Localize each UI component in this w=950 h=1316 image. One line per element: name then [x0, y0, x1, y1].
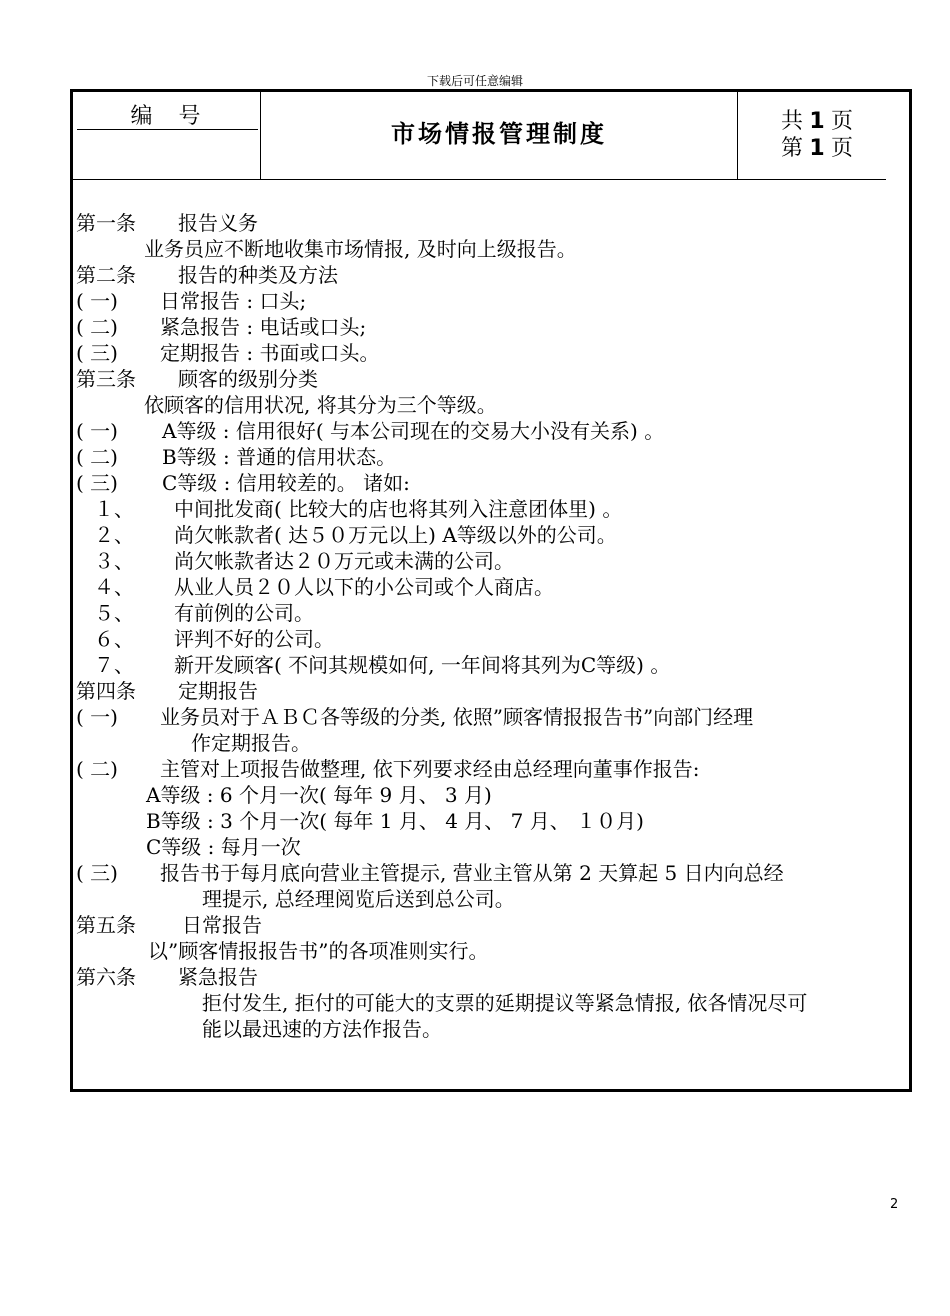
text-line: 第三条 顾客的级别分类	[76, 367, 318, 391]
text-line: 拒付发生, 拒付的可能大的支票的延期提议等紧急情报, 依各情况尽可	[202, 991, 808, 1015]
text-line: １、 中间批发商( 比较大的店也将其列入注意团体里) 。	[94, 497, 623, 521]
document-frame	[70, 89, 912, 1092]
text-line: 第二条 报告的种类及方法	[76, 263, 338, 287]
number-underline	[77, 129, 258, 130]
number-label: 编 号	[130, 104, 203, 129]
text-line: ( 一) A等级 : 信用很好( 与本公司现在的交易大小没有关系) 。	[76, 419, 665, 443]
text-line: 第四条 定期报告	[76, 679, 258, 703]
text-line: ６、 评判不好的公司。	[94, 627, 334, 651]
page-info	[781, 108, 853, 162]
text-line: ( 二) B等级 : 普通的信用状态。	[76, 445, 397, 469]
text-line: ３、 尚欠帐款者达２０万元或未满的公司。	[94, 549, 514, 573]
top-note: 下载后可任意编辑	[426, 74, 523, 88]
document-title: 市场情报管理制度	[391, 120, 607, 148]
text-line: 能以最迅速的方法作报告。	[202, 1017, 442, 1041]
text-line: 第六条 紧急报告	[76, 965, 258, 989]
text-line: B等级 : 3 个月一次( 每年 1 月、 4 月、 7 月、 １０月)	[146, 809, 644, 833]
document-body	[76, 210, 906, 1042]
text-line: 业务员应不断地收集市场情报, 及时向上级报告。	[144, 237, 577, 261]
text-line: 依顾客的信用状况, 将其分为三个等级。	[144, 393, 497, 417]
text-line: ４、 从业人员２０人以下的小公司或个人商店。	[94, 575, 554, 599]
header-row	[73, 92, 909, 180]
text-line: ( 一) 日常报告 : 口头;	[76, 289, 307, 313]
text-line: 第五条 日常报告	[76, 913, 262, 937]
text-line: ５、 有前例的公司。	[94, 601, 314, 625]
text-line: ( 二) 紧急报告 : 电话或口头;	[76, 315, 367, 339]
text-line: 作定期报告。	[191, 731, 311, 755]
page-current: 第 1 页	[781, 136, 854, 161]
text-line: ７、 新开发顾客( 不问其规模如何, 一年间将其列为C等级) 。	[94, 653, 671, 677]
text-line: ( 三) C等级 : 信用较差的。 诸如:	[76, 471, 410, 495]
text-line: 理提示, 总经理阅览后送到总公司。	[202, 887, 515, 911]
text-line: C等级 : 每月一次	[146, 835, 301, 859]
text-line: 第一条 报告义务	[76, 211, 258, 235]
text-line: ２、 尚欠帐款者( 达５０万元以上) A等级以外的公司。	[94, 523, 617, 547]
text-line: ( 三) 定期报告 : 书面或口头。	[76, 341, 380, 365]
page-total: 共 1 页	[781, 109, 854, 134]
header-bottom-rule	[73, 179, 886, 180]
text-line: ( 二) 主管对上项报告做整理, 依下列要求经由总经理向董事作报告:	[76, 757, 700, 781]
text-line: A等级 : 6 个月一次( 每年 9 月、 3 月)	[146, 783, 492, 807]
header-divider	[737, 92, 738, 180]
text-line: 以”顾客情报报告书”的各项准则实行。	[148, 939, 489, 963]
text-line: ( 一) 业务员对于ＡＢＣ各等级的分类, 依照”顾客情报报告书”向部门经理	[76, 705, 754, 729]
text-line: ( 三) 报告书于每月底向营业主管提示, 营业主管从第 2 天算起 5 日内向总经	[76, 861, 784, 885]
page-number: 2	[890, 1197, 899, 1212]
